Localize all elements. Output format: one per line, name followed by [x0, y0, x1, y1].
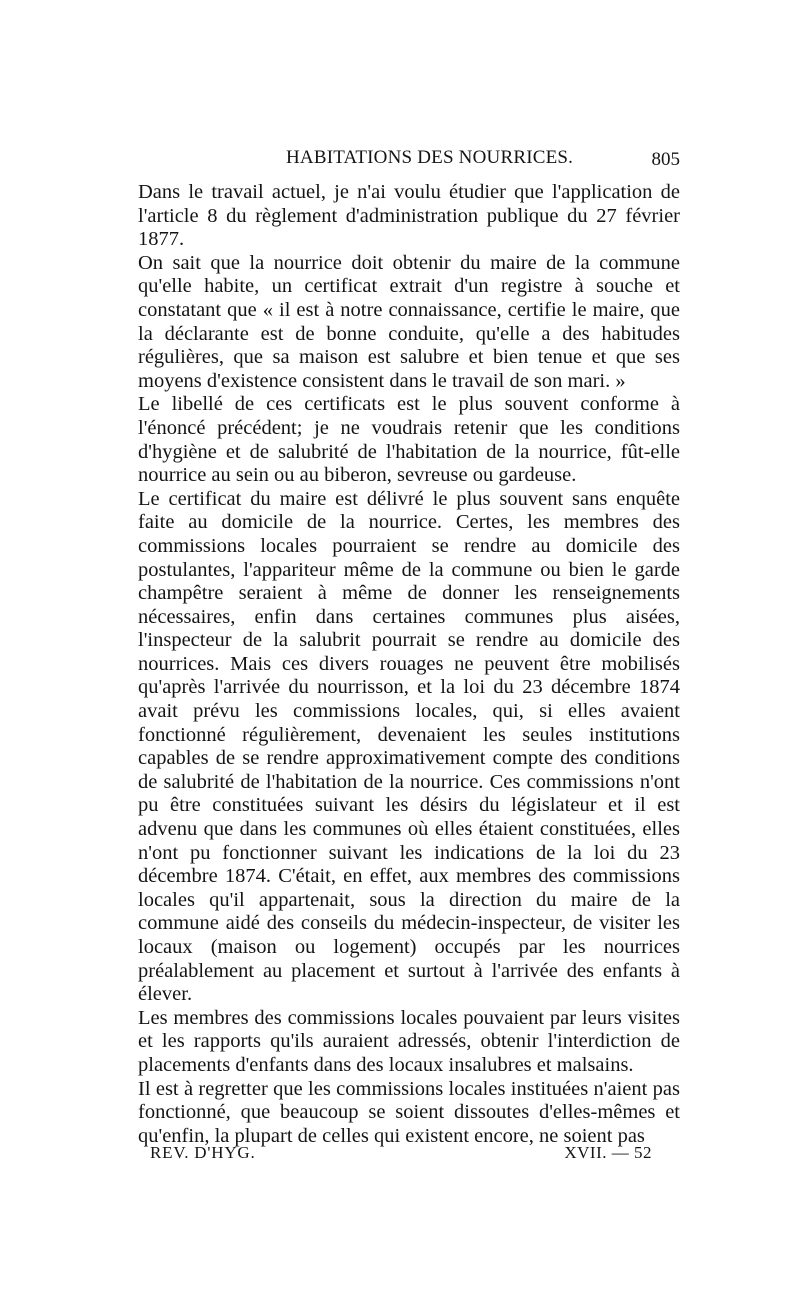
running-title: HABITATIONS DES NOURRICES. [286, 147, 574, 168]
paragraph: Les membres des commissions locales pouvaient par leurs visites et les rapports qu'ils auraient adressés, obtenir l'interdiction de placements d'enfants dans des locaux insalubres et malsains. [138, 1006, 680, 1076]
signature-line [150, 1143, 652, 1169]
running-head [138, 147, 680, 175]
journal-signature: REV. D'HYG. [150, 1143, 256, 1162]
paragraph: On sait que la nourrice doit obtenir du maire de la commune qu'elle habite, un certificat extrait d'un registre à souche et constatant que « il est à notre connaissance, certifie le maire, que la déclarante est de bonne conduite, qu'elle a des habitudes régulières, que sa maison est salubre et bien tenue et que ses moyens d'existence consistent dans le travail de son mari. » [138, 251, 680, 392]
body-text [138, 181, 680, 1148]
paragraph: Il est à regretter que les commissions locales instituées n'aient pas fonctionné, que beaucoup se soient dissoutes d'elles-mêmes et qu'enfin, la plupart de celles qui existent encore, ne soient pas [138, 1077, 680, 1147]
page-number: 805 [651, 149, 680, 170]
paragraph: Le certificat du maire est délivré le plus souvent sans enquête faite au domicile de la nourrice. Certes, les membres des commissions locales pourraient se rendre au domicile des postulantes, l'appariteur même de la commune ou bien le garde champêtre seraient à même de donner les renseignements nécessaires, enfin dans certaines communes plus aisées, l'inspecteur de la salubrit pourrait se rendre au domicile des nourrices. Mais ces divers rouages ne peuvent être mobilisés qu'après l'arrivée du nourrisson, et la loi du 23 décembre 1874 avait prévu les commissions locales, qui, si elles avaient fonctionné régulièrement, devenaient les seules institutions capables de se rendre approximativement compte des conditions de salubrité de l'habitation de la nourrice. Ces commissions n'ont pu être constituées suivant les désirs du législateur et il est advenu que dans les communes où elles étaient constituées, elles n'ont pu fonctionner suivant les indications de la loi du 23 décembre 1874. C'était, en effet, aux membres des commissions locales qu'il appartenait, sous la direction du maire de la commune aidé des conseils du médecin-inspecteur, de visiter les locaux (maison ou logement) occupés par les nourrices préalablement au placement et surtout à l'arrivée des enfants à élever. [138, 487, 680, 1006]
paragraph: Dans le travail actuel, je n'ai voulu étudier que l'application de l'article 8 du règlement d'administration publique du 27 février 1877. [138, 181, 680, 251]
paragraph: Le libellé de ces certificats est le plus souvent conforme à l'énoncé précédent; je ne voudrais retenir que les conditions d'hygiène et de salubrité de l'habitation de la nourrice, fût-elle nourrice au sein ou au biberon, sevreuse ou gardeuse. [138, 393, 680, 487]
volume-sheet-mark: XVII. — 52 [564, 1143, 652, 1162]
